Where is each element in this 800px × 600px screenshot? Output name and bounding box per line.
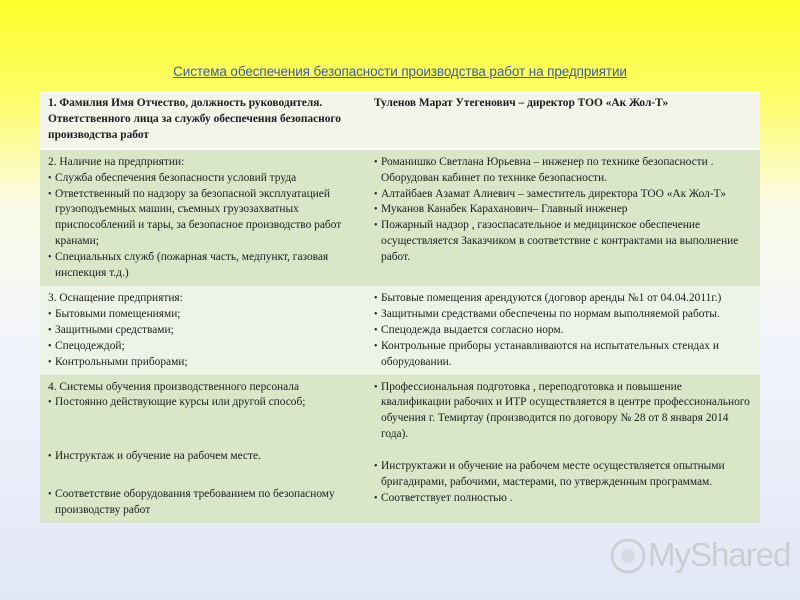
- bullet-icon: •: [374, 324, 378, 336]
- list-item: • Инструктажи и обучение на рабочем месте осуществляется опытными бригадирами, рабочими, мастерами, по утвержденным программам.: [374, 460, 725, 489]
- bullet-icon: •: [48, 489, 52, 501]
- list-item: • Бытовыми помещениями;: [48, 307, 360, 323]
- row4-left-heading: 4. Системы обучения производственного персонала: [48, 380, 300, 393]
- list-item: • Защитными средствами обеспечены по нормам выполняемой работы.: [374, 307, 752, 323]
- row1-right-heading: Туленов Марат Утегенович – директор ТОО «Ак Жол-Т»: [374, 97, 669, 109]
- row3-left-cell: [40, 286, 368, 375]
- list-item: • Соответствие оборудования требованием по безопасному производству работ: [48, 488, 335, 517]
- list-item: • Инструктаж и обучение на рабочем месте.: [48, 449, 360, 465]
- row3-left-heading: 3. Оснащение предприятия:: [48, 291, 183, 304]
- list-item: • Пожарный надзор , газоспасательное и медицинское обеспечение осуществляется Заказчиком в соответствие с контрактами на выполнение работ.: [374, 219, 739, 264]
- row3-right-cell: [368, 286, 760, 375]
- list-item: • Соответствует полностью .: [374, 491, 752, 507]
- table-row: [40, 150, 760, 286]
- bullet-icon: •: [48, 397, 52, 409]
- list-item: • Ответственный по надзору за безопасной эксплуатацией грузоподъемных машин, съемных грузозахватных приспособлений и тары, за безопасное производство работ кранами;: [48, 187, 342, 248]
- bullet-icon: •: [374, 461, 378, 473]
- bullet-icon: •: [48, 340, 52, 352]
- bullet-icon: •: [374, 188, 378, 200]
- bullet-icon: •: [374, 204, 378, 216]
- row2-right-cell: [368, 150, 760, 286]
- bullet-icon: •: [374, 220, 378, 232]
- bullet-icon: •: [374, 492, 378, 504]
- table-row: [40, 375, 760, 524]
- list-item: • Романишко Светлана Юрьевна – инженер по технике безопасности . Оборудован кабинет по технике безопасности.: [374, 155, 714, 184]
- bullet-icon: •: [48, 356, 52, 368]
- list-item: • Алтайбаев Азамат Алиевич – заместитель директора ТОО «Ак Жол-Т»: [374, 187, 752, 203]
- bullet-icon: •: [48, 324, 52, 336]
- bullet-icon: •: [48, 451, 52, 463]
- list-item: • Профессиональная подготовка , переподготовка и повышение квалификации рабочих и ИТР осуществляется в центре профессионального обучения г. Темиртау (производится по договору № 28 от 8 января 2014 года).: [374, 380, 750, 441]
- bullet-icon: •: [374, 308, 378, 320]
- list-item: • Контрольные приборы устанавливаются на испытательных стендах и оборудовании.: [374, 339, 719, 368]
- list-item: • Защитными средствами;: [48, 323, 360, 339]
- bullet-icon: •: [48, 308, 52, 320]
- bullet-icon: •: [48, 188, 52, 200]
- watermark-logo: [608, 532, 791, 582]
- row2-left-heading: 2. Наличие на предприятии:: [48, 155, 185, 168]
- list-item: • Служба обеспечения безопасности условий труда: [48, 171, 360, 187]
- table-row: [40, 91, 760, 150]
- list-item: • Специальных служб (пожарная часть, медпункт, газовая инспекция т.д.): [48, 251, 329, 280]
- row4-right-cell: [368, 375, 760, 524]
- list-item: • Спецодежда выдается согласно норм.: [374, 323, 752, 339]
- row1-left-heading: 1. Фамилия Имя Отчество, должность руководителя. Ответственного лица за службу обеспечения безопасного производства работ: [48, 97, 341, 141]
- list-item: • Контрольными приборами;: [48, 355, 360, 371]
- list-item: • Постоянно действующие курсы или другой способ;: [48, 395, 360, 411]
- list-item: • Бытовые помещения арендуются (договор аренды №1 от 04.04.2011г.): [374, 291, 752, 307]
- bullet-icon: •: [374, 340, 378, 352]
- share-logo-icon: [608, 534, 648, 578]
- row4-left-cell: [40, 375, 368, 524]
- row2-left-cell: [40, 150, 368, 286]
- bullet-icon: •: [48, 172, 52, 184]
- bullet-icon: •: [374, 292, 378, 304]
- list-item: • Муканов Канабек Караханович– Главный инженер: [374, 202, 752, 218]
- bullet-icon: •: [48, 252, 52, 264]
- table-row: [40, 286, 760, 375]
- bullet-icon: •: [374, 156, 378, 168]
- bullet-icon: •: [374, 381, 378, 393]
- watermark-text: MyShared: [648, 536, 791, 573]
- safety-table: [40, 91, 760, 523]
- list-item: • Спецодеждой;: [48, 339, 360, 355]
- slide-title: Система обеспечения безопасности производства работ на предприятии: [173, 64, 627, 79]
